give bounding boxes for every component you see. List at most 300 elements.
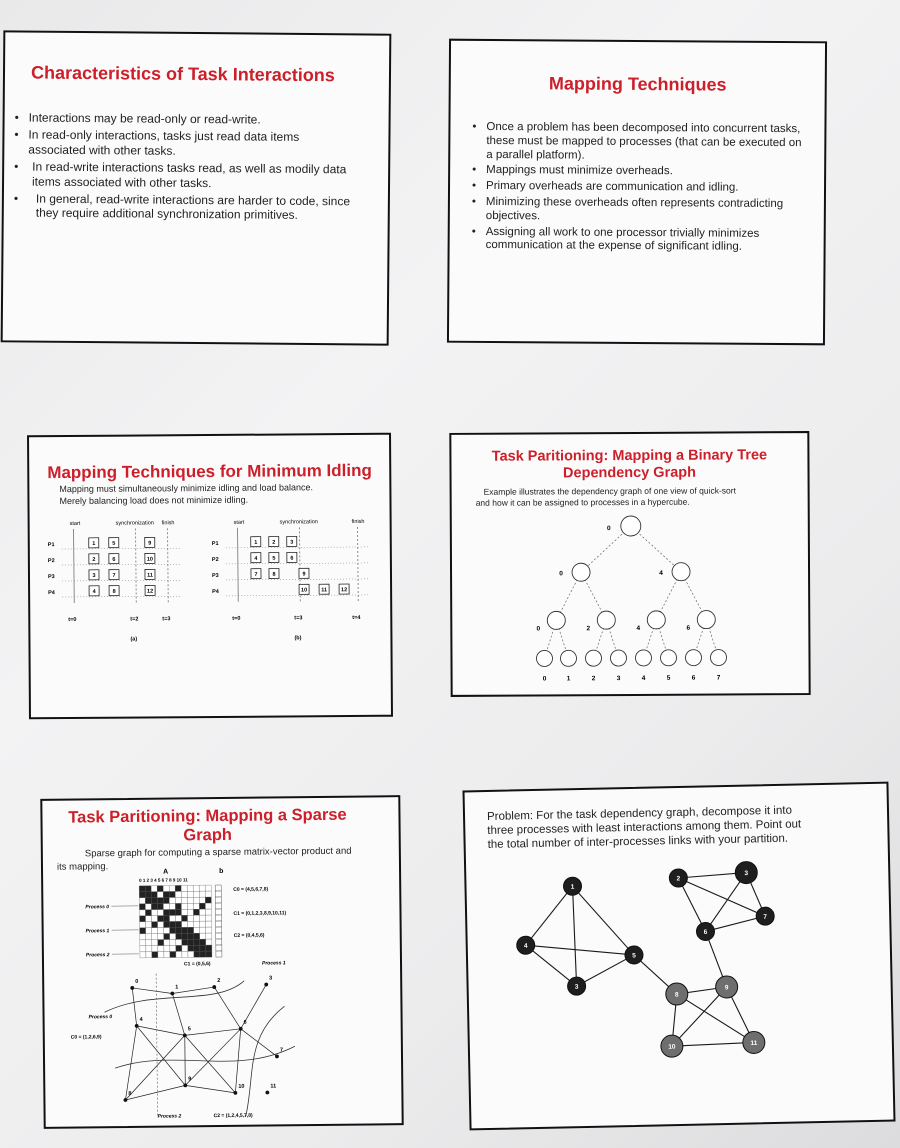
matrix-cell xyxy=(193,897,199,903)
vector-cell xyxy=(215,909,221,915)
task-number: 4 xyxy=(254,555,258,562)
idling-panel-a xyxy=(48,520,181,643)
matrix-cell xyxy=(140,922,146,928)
matrix-cell xyxy=(145,898,151,904)
row-guide xyxy=(62,548,180,549)
matrix-label: A xyxy=(163,868,169,876)
tree-node xyxy=(585,650,601,666)
matrix-cell xyxy=(139,892,145,898)
vector-cell xyxy=(216,945,222,951)
matrix-cell xyxy=(206,951,212,957)
graph-node-label: 3 xyxy=(574,983,579,991)
row-guide xyxy=(226,595,370,596)
process-label: P2 xyxy=(47,558,55,565)
vector-cell xyxy=(216,921,222,927)
task-number: 6 xyxy=(290,555,294,562)
matrix-cell xyxy=(151,910,157,916)
row-guide xyxy=(226,563,370,564)
matrix-cell xyxy=(164,922,170,928)
bullet-item: • Mappings must minimize overheads. xyxy=(472,164,802,180)
tree-node-label: 0 xyxy=(606,525,611,533)
matrix-cell xyxy=(199,909,205,915)
task-number: 5 xyxy=(272,555,276,562)
matrix-cell xyxy=(182,945,188,951)
graph-node-number: 6 xyxy=(243,1019,247,1026)
matrix-cell xyxy=(187,891,193,897)
matrix-cell xyxy=(158,928,164,934)
vector-cell xyxy=(215,891,221,897)
matrix-cell xyxy=(140,952,146,958)
matrix-cell xyxy=(181,885,187,891)
bullet-item: • In read-only interactions, tasks just read data items associated with other tasks. xyxy=(14,128,359,160)
matrix-cell xyxy=(182,939,188,945)
matrix-cell xyxy=(158,940,164,946)
process-label: Process 1 xyxy=(261,960,286,967)
partition-curve xyxy=(244,1006,285,1116)
matrix-cell xyxy=(146,922,152,928)
tree-node xyxy=(660,650,676,666)
matrix-cell xyxy=(152,952,158,958)
task-number: 1 xyxy=(92,541,96,548)
matrix-cell xyxy=(158,946,164,952)
finish-line xyxy=(168,528,169,602)
matrix-cell xyxy=(152,922,158,928)
graph-node xyxy=(264,983,268,987)
graph-edge xyxy=(241,1028,277,1056)
label-start: start xyxy=(233,519,245,526)
slide-mapping-techniques xyxy=(447,39,827,346)
matrix-cell xyxy=(188,921,194,927)
tree-node-label: 5 xyxy=(666,674,671,682)
matrix-cell xyxy=(206,933,212,939)
binary-tree xyxy=(536,515,727,682)
matrix-cell xyxy=(169,903,175,909)
task-number: 2 xyxy=(92,556,96,564)
process-label: Process 0 xyxy=(85,904,110,911)
tree-node-label: 4 xyxy=(659,569,663,577)
matrix-cell xyxy=(188,933,194,939)
matrix-cell xyxy=(206,945,212,951)
matrix-cell xyxy=(146,940,152,946)
vector-cell xyxy=(216,951,222,957)
graph-node-label: 9 xyxy=(724,984,729,992)
matrix-cell xyxy=(140,934,146,940)
row-guide xyxy=(226,547,370,548)
matrix-cell xyxy=(157,904,163,910)
label-start: start xyxy=(69,520,81,527)
matrix-cell xyxy=(194,933,200,939)
task-number: 9 xyxy=(302,571,306,578)
graph-node-label: 6 xyxy=(703,928,708,936)
matrix-cell xyxy=(146,952,152,958)
graph-edge xyxy=(672,1042,754,1046)
graph-node xyxy=(130,986,134,990)
slide-subtitle: Merely balancing load does not minimize idling. xyxy=(59,494,249,507)
graph-edge xyxy=(125,1085,185,1100)
matrix-cell xyxy=(194,951,200,957)
matrix-cell xyxy=(194,945,200,951)
matrix-cell xyxy=(200,927,206,933)
vector-label: b xyxy=(219,867,224,876)
matrix-cell xyxy=(170,951,176,957)
tree-node-label: 0 xyxy=(559,570,563,578)
process-label: P1 xyxy=(47,542,55,549)
matrix-cell xyxy=(187,897,193,903)
tree-node xyxy=(685,650,701,666)
slide-title: Task Paritioning: Mapping a Sparse Graph xyxy=(68,805,347,845)
matrix-cell xyxy=(170,915,176,921)
bullet-item: • Minimizing these overheads often represents contradicting objectives. xyxy=(472,196,802,226)
matrix-cell xyxy=(194,915,200,921)
matrix-cell xyxy=(188,927,194,933)
slide-subtitle: and how it can be assigned to processes in a hypercube. xyxy=(475,496,690,508)
matrix-cell xyxy=(164,934,170,940)
matrix-cell xyxy=(158,916,164,922)
process-label: Process 2 xyxy=(157,1113,182,1120)
matrix-cell xyxy=(181,903,187,909)
matrix-cell xyxy=(199,885,205,891)
tree-node xyxy=(536,650,552,666)
label-synchronization: synchronization xyxy=(115,520,154,527)
slide-title: Mapping Techniques for Minimum Idling xyxy=(47,460,372,483)
slide-title: Task Paritioning: Mapping a Binary Tree Dependency Graph xyxy=(491,447,768,482)
graph-node-label: 4 xyxy=(523,942,528,950)
matrix-cell xyxy=(182,933,188,939)
graph-node-label: 5 xyxy=(632,952,636,960)
vector-cell xyxy=(216,927,222,933)
matrix-cell xyxy=(199,903,205,909)
matrix-cell xyxy=(206,927,212,933)
row-guide xyxy=(226,579,370,580)
process-label: P2 xyxy=(211,556,219,563)
matrix-cell xyxy=(187,909,193,915)
matrix-cell xyxy=(205,903,211,909)
matrix-cell xyxy=(145,886,151,892)
matrix-cell xyxy=(175,885,181,891)
matrix-cell xyxy=(206,915,212,921)
matrix-cell xyxy=(175,891,181,897)
start-line xyxy=(74,529,75,603)
matrix-cell xyxy=(151,904,157,910)
tree-node xyxy=(621,516,641,536)
tree-node-label: 6 xyxy=(691,674,696,682)
label-finish: finish xyxy=(351,518,365,526)
graph-edge xyxy=(523,942,636,960)
problem-text: the total number of inter-processes links with your partition. xyxy=(487,832,789,851)
graph-node-number: 10 xyxy=(238,1083,245,1090)
matrix-cell xyxy=(193,885,199,891)
time-label: t=3 xyxy=(294,615,303,622)
binary-tree-figure xyxy=(452,509,811,691)
process-label: P3 xyxy=(47,574,55,581)
matrix-cell xyxy=(164,952,170,958)
matrix-cell xyxy=(181,909,187,915)
graph-node-label: 3 xyxy=(744,870,749,878)
matrix-cell xyxy=(158,952,164,958)
task-number: 3 xyxy=(92,572,96,580)
set-label: C1 = (0,5,6) xyxy=(183,961,211,968)
task-number: 11 xyxy=(321,587,328,594)
graph-node-label: 10 xyxy=(668,1043,676,1051)
graph-node-number: 4 xyxy=(139,1016,143,1023)
matrix-cell xyxy=(163,904,169,910)
matrix-cell xyxy=(139,904,145,910)
partition-divider xyxy=(156,974,158,1118)
process-label: P3 xyxy=(211,572,219,579)
tree-node-label: 0 xyxy=(542,675,547,683)
matrix-cell xyxy=(205,897,211,903)
bullet-item: • Primary overheads are communication and idling. xyxy=(472,180,802,196)
matrix-cell xyxy=(146,946,152,952)
tree-node xyxy=(697,611,715,629)
task-number: 2 xyxy=(272,539,276,546)
panel-caption: (a) xyxy=(130,636,138,643)
graph-node xyxy=(170,992,174,996)
task-number: 8 xyxy=(272,571,276,578)
matrix-cell xyxy=(194,927,200,933)
label-finish: finish xyxy=(161,520,175,527)
matrix-cell xyxy=(194,921,200,927)
graph-node-label: 1 xyxy=(570,883,575,891)
matrix-cell xyxy=(157,886,163,892)
graph-edge xyxy=(137,1025,186,1085)
matrix-cell xyxy=(206,921,212,927)
matrix-cell xyxy=(188,945,194,951)
matrix-cell xyxy=(152,940,158,946)
matrix-cell xyxy=(176,951,182,957)
row-guide xyxy=(62,596,180,597)
bullet-list xyxy=(14,110,360,223)
process-label: P4 xyxy=(212,588,219,595)
matrix-cell xyxy=(175,897,181,903)
matrix-cell xyxy=(163,910,169,916)
matrix-cell xyxy=(187,903,193,909)
problem-text: three processes with least interactions among them. Point out xyxy=(487,818,802,837)
task-number: 3 xyxy=(290,539,294,546)
slide-title: Characteristics of Task Interactions xyxy=(30,62,335,86)
matrix-cell xyxy=(200,921,206,927)
matrix-cell xyxy=(176,933,182,939)
slide-title: Mapping Techniques xyxy=(548,73,727,95)
sync-line xyxy=(136,529,137,603)
tree-node xyxy=(547,611,565,629)
time-label: t=0 xyxy=(232,615,241,622)
slide-subtitle: Mapping must simultaneously minimize idling and load balance. xyxy=(59,482,314,495)
matrix-cell xyxy=(188,915,194,921)
bullet-item: • In general, read-write interactions are harder to code, since they require additional synchronization primitives. xyxy=(14,191,359,223)
matrix-cell xyxy=(146,916,152,922)
task-number: 12 xyxy=(147,588,154,595)
graph-edge xyxy=(132,988,172,994)
matrix-cell xyxy=(151,892,157,898)
matrix-cell xyxy=(206,939,212,945)
matrix-cell xyxy=(193,891,199,897)
matrix-cell xyxy=(151,886,157,892)
graph-node-number: 8 xyxy=(128,1090,132,1097)
matrix-cell xyxy=(158,922,164,928)
slide-minimum-idling xyxy=(27,433,393,720)
matrix-cell xyxy=(176,921,182,927)
graph-node-number: 2 xyxy=(217,978,221,985)
tree-node-label: 2 xyxy=(586,625,591,633)
matrix-cell xyxy=(181,897,187,903)
task-number: 9 xyxy=(148,540,152,547)
matrix-cell xyxy=(176,945,182,951)
task-number: 10 xyxy=(146,556,153,563)
graph-node-number: 3 xyxy=(269,975,273,982)
matrix-cell xyxy=(193,903,199,909)
problem-graph-figure xyxy=(466,850,892,1129)
matrix-cell xyxy=(169,885,175,891)
matrix-cell xyxy=(145,892,151,898)
matrix-cell xyxy=(152,946,158,952)
process-label: Process 2 xyxy=(85,952,110,959)
matrix-cell xyxy=(140,946,146,952)
matrix-cell xyxy=(164,928,170,934)
graph-edge xyxy=(570,883,577,986)
row-guide xyxy=(62,580,180,581)
matrix-cell xyxy=(194,939,200,945)
matrix-cell xyxy=(139,910,145,916)
matrix-cell xyxy=(163,886,169,892)
bullet-item: • Assigning all work to one processor trivially minimizes communication at the expense of significant idling. xyxy=(472,225,802,255)
matrix-cell xyxy=(163,898,169,904)
matrix-cell xyxy=(170,921,176,927)
matrix-cell xyxy=(182,951,188,957)
vector-cell xyxy=(215,903,221,909)
graph-node-label: 11 xyxy=(750,1039,758,1048)
matrix-cell xyxy=(151,898,157,904)
task-number: 8 xyxy=(112,588,116,595)
sparse-graph-figure xyxy=(43,865,404,1129)
slide-sparse-graph xyxy=(40,795,403,1129)
graph-node xyxy=(212,985,216,989)
graph-node-label: 8 xyxy=(674,991,679,999)
matrix-cell xyxy=(157,892,163,898)
matrix-cell xyxy=(205,891,211,897)
matrix-cell xyxy=(164,946,170,952)
task-number: 10 xyxy=(301,587,308,594)
matrix-cell xyxy=(181,891,187,897)
set-label: C0 = (4,5,6,7,8) xyxy=(233,886,269,893)
graph-edge xyxy=(678,876,765,918)
set-label: C2 = (0,4,5,6) xyxy=(233,932,265,939)
label-synchronization: synchronization xyxy=(279,519,318,526)
matrix-cell xyxy=(140,928,146,934)
matrix-cell xyxy=(188,939,194,945)
idling-panel-b xyxy=(212,519,371,642)
matrix-cell xyxy=(200,915,206,921)
matrix-cell xyxy=(152,916,158,922)
process-label: Process 1 xyxy=(85,928,110,935)
tree-node-label: 1 xyxy=(566,675,571,683)
process-label: Process 0 xyxy=(88,1014,113,1021)
vector-cell xyxy=(216,933,222,939)
vector-cell xyxy=(215,885,221,891)
tree-node-label: 6 xyxy=(686,624,691,632)
slide-subtitle: its mapping. xyxy=(56,861,109,873)
matrix-cell xyxy=(175,903,181,909)
bullet-item: • Once a problem has been decomposed into concurrent tasks, these must be mapped to processes (that can be executed on a parallel platform). xyxy=(472,121,802,165)
idling-figure xyxy=(44,515,385,687)
task-number: 12 xyxy=(341,587,348,594)
matrix-cell xyxy=(139,898,145,904)
matrix-cell xyxy=(163,892,169,898)
bullet-item: • In read-write interactions tasks read, as well as modily data items associated with other tasks. xyxy=(14,160,359,192)
tree-node xyxy=(560,650,576,666)
graph-node xyxy=(265,1091,269,1095)
matrix-cell xyxy=(157,898,163,904)
matrix-cell xyxy=(169,891,175,897)
vector-cell xyxy=(216,915,222,921)
graph-node-label: 7 xyxy=(763,913,768,921)
tree-node-label: 7 xyxy=(716,674,721,682)
tree-node-label: 4 xyxy=(636,624,641,632)
tree-node-label: 3 xyxy=(616,675,621,683)
matrix-cell xyxy=(200,933,206,939)
column-numbers: 0 1 2 3 4 5 6 7 8 9 10 11 xyxy=(139,877,188,883)
matrix-cell xyxy=(157,910,163,916)
graph-edge xyxy=(132,988,136,1026)
tree-node xyxy=(672,563,690,581)
graph-node-label: 2 xyxy=(676,875,681,883)
bullet-list xyxy=(472,121,803,255)
graph-edge xyxy=(172,987,214,993)
task-number: 4 xyxy=(92,588,96,596)
tree-node-label: 4 xyxy=(641,674,646,682)
matrix-cell xyxy=(199,891,205,897)
graph-node-number: 11 xyxy=(270,1083,277,1090)
matrix-cell xyxy=(146,934,152,940)
matrix-cell xyxy=(169,897,175,903)
matrix-cell xyxy=(145,910,151,916)
matrix-cell xyxy=(169,909,175,915)
graph-edge xyxy=(172,993,184,1035)
graph-edge xyxy=(570,883,634,956)
matrix-cell xyxy=(175,909,181,915)
graph-node-number: 1 xyxy=(175,984,179,991)
matrix-cell xyxy=(170,927,176,933)
tree-node xyxy=(610,650,626,666)
matrix-cell xyxy=(188,951,194,957)
vector-cell xyxy=(216,939,222,945)
matrix-cell xyxy=(158,934,164,940)
slide-problem-graph xyxy=(462,782,895,1131)
graph-edge xyxy=(185,1085,235,1094)
tree-node xyxy=(597,611,615,629)
matrix-cell xyxy=(187,885,193,891)
matrix-cell xyxy=(200,939,206,945)
matrix-cell xyxy=(146,928,152,934)
matrix-cell xyxy=(170,933,176,939)
matrix-cell xyxy=(140,916,146,922)
time-label: t=4 xyxy=(352,614,361,622)
problem-text: Problem: For the task dependency graph, decompose it into xyxy=(486,804,793,823)
tree-node xyxy=(647,611,665,629)
matrix-cell xyxy=(152,928,158,934)
graph-node-number: 0 xyxy=(135,978,139,985)
matrix-cell xyxy=(176,927,182,933)
tree-node-label: 2 xyxy=(591,675,596,683)
matrix-cell xyxy=(170,939,176,945)
task-number: 1 xyxy=(254,539,258,546)
graph-edge xyxy=(185,1035,236,1094)
graph-edge xyxy=(185,1029,241,1036)
set-label: C2 = (1,2,4,5,7,8) xyxy=(213,1112,253,1120)
time-label: t=2 xyxy=(130,616,139,623)
task-number: 11 xyxy=(147,572,153,579)
matrix-cell xyxy=(199,897,205,903)
